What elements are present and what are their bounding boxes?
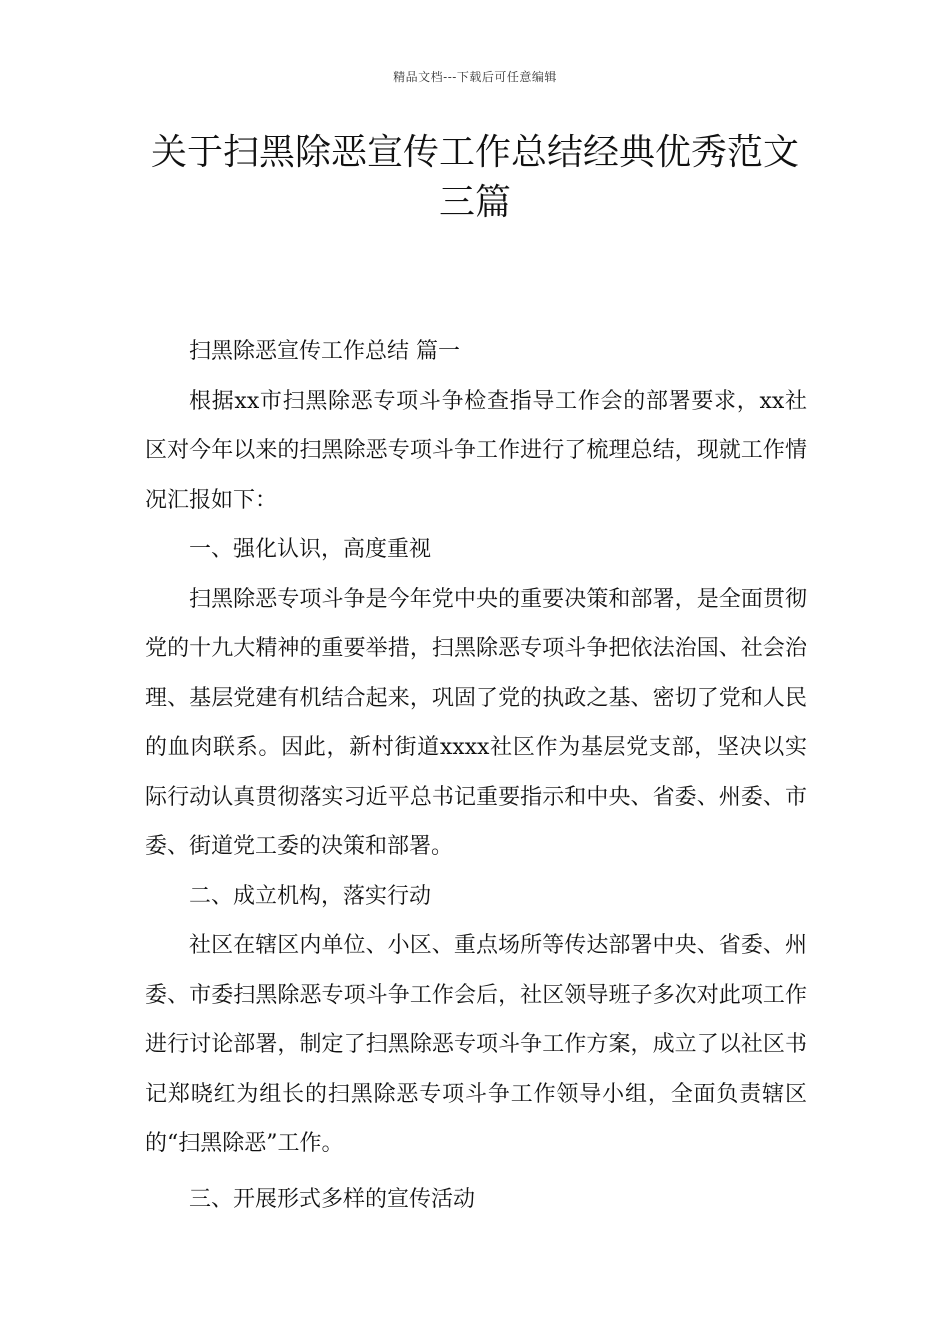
paragraph-1: 扫黑除恶专项斗争是今年党中央的重要决策和部署，是全面贯彻党的十九大精神的重要举措，扫黑除恶专项斗争把依法治国、社会治理、基层党建有机结合起来，巩固了党的执政之基、密切了党和人民的血肉联系。因此，新村街道xxxx社区作为基层党支部，坚决以实际行动认真贯彻落实习近平总书记重要指示和中央、省委、州委、市委、街道党工委的决策和部署。	[145, 586, 807, 859]
heading-1: 一、强化认识，高度重视	[189, 537, 432, 562]
paragraph-2: 社区在辖区内单位、小区、重点场所等传达部署中央、省委、州委、市委扫黑除恶专项斗争工作会后，社区领导班子多次对此项工作进行讨论部署，制定了扫黑除恶专项斗争工作方案，成立了以社区书记郑晓红为组长的扫黑除恶专项斗争工作领导小组，全面负责辖区的“扫黑除恶”工作。	[145, 933, 807, 1156]
paragraph-intro: 根据xx市扫黑除恶专项斗争检查指导工作会的部署要求，xx社区对今年以来的扫黑除恶专项斗争工作进行了梳理总结，现就工作情况汇报如下：	[145, 388, 807, 513]
header-note: 精品文档---下载后可任意编辑	[393, 70, 557, 84]
heading-3: 三、开展形式多样的宣传活动	[189, 1186, 476, 1212]
document-body	[145, 327, 807, 1224]
document-title: 关于扫黑除恶宣传工作总结经典优秀范文三篇	[150, 132, 799, 223]
section-title: 扫黑除恶宣传工作总结 篇一	[189, 339, 460, 364]
heading-2: 二、成立机构，落实行动	[189, 883, 432, 909]
